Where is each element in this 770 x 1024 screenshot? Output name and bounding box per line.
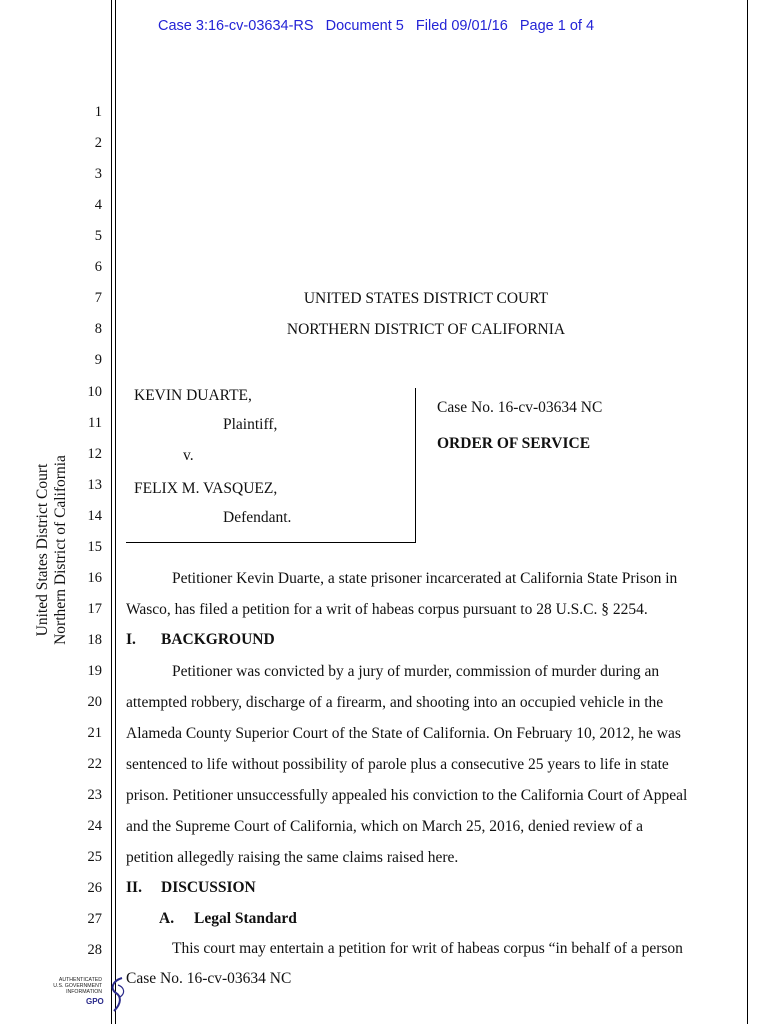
defendant-role: Defendant. [223,509,292,526]
caption-divider-horizontal [126,542,416,543]
case-number: Case No. 16-cv-03634 NC [437,399,603,416]
line-number: 23 [87,787,102,803]
filing-header-stamp: Case 3:16-cv-03634-RS Document 5 Filed 09/01/16 Page 1 of 4 [158,18,595,34]
background-line-3: Alameda County Superior Court of the State of California. On February 10, 2012, he was [126,725,681,742]
line-number: 18 [87,632,102,648]
line-number: 8 [94,321,102,337]
court-district: NORTHERN DISTRICT OF CALIFORNIA [286,321,566,338]
line-number: 17 [87,601,102,617]
line-number: 21 [87,725,102,741]
line-number: 12 [87,446,102,462]
line-number: 13 [87,477,102,493]
background-line-6: and the Supreme Court of California, which on March 25, 2016, denied review of a [126,818,643,835]
order-title: ORDER OF SERVICE [437,435,591,452]
background-line-1: Petitioner was convicted by a jury of murder, commission of murder during an [172,663,660,680]
right-margin-rule [747,0,748,1024]
line-number: 27 [87,911,102,927]
defendant-name: FELIX M. VASQUEZ, [134,480,278,497]
gpo-logo-line1: AUTHENTICATED [58,977,102,983]
left-margin-rule-inner [115,0,116,1024]
line-number: 15 [87,539,102,555]
left-margin-rule [111,0,112,1024]
line-number: 7 [94,290,102,306]
gpo-eagle-icon [104,975,128,1017]
gpo-logo-line2: U.S. GOVERNMENT [53,983,102,989]
plaintiff-role: Plaintiff, [223,416,278,433]
background-line-5: prison. Petitioner unsuccessfully appealed his conviction to the California Court of Appeal [126,787,688,804]
line-number: 5 [94,228,102,244]
background-line-4: sentenced to life without possibility of parole plus a consecutive 25 years to life in state [126,756,669,773]
line-number: 10 [87,384,102,400]
line-number: 22 [87,756,102,772]
side-court-caption [34,455,70,645]
subsection-a-number: A. [159,910,175,927]
intro-line-2: Wasco, has filed a petition for a writ of habeas corpus pursuant to 28 U.S.C. § 2254. [126,601,648,618]
section-2-number: II. [126,879,142,896]
versus: v. [183,447,194,464]
side-caption-line2: Northern District of California [52,455,69,645]
section-1-heading: BACKGROUND [161,631,275,648]
line-number: 1 [94,104,102,120]
gpo-mark: GPO [86,997,104,1006]
line-number: 4 [94,197,102,213]
line-number: 11 [88,415,102,431]
section-1-number: I. [126,631,136,648]
line-number: 9 [94,352,102,368]
subsection-a-heading: Legal Standard [194,910,297,927]
gpo-authentication-logo [46,975,126,1019]
gpo-logo-line3: INFORMATION [66,989,102,995]
line-number: 3 [94,166,102,182]
line-number: 20 [87,694,102,710]
line-number: 14 [87,508,102,524]
section-2-heading: DISCUSSION [161,879,256,896]
line-number: 19 [87,663,102,679]
line-number: 6 [94,259,102,275]
caption-divider-vertical [415,388,416,543]
legal-standard-line-1: This court may entertain a petition for writ of habeas corpus “in behalf of a person [172,940,683,957]
court-name: UNITED STATES DISTRICT COURT [303,290,549,307]
plaintiff-name: KEVIN DUARTE, [134,387,252,404]
line-number: 24 [87,818,102,834]
line-number: 16 [87,570,102,586]
background-line-2: attempted robbery, discharge of a firearm, and shooting into an occupied vehicle in the [126,694,664,711]
background-line-7: petition allegedly raising the same claims raised here. [126,849,459,866]
line-number: 25 [87,849,102,865]
footer-case-number: Case No. 16-cv-03634 NC [126,970,292,987]
intro-line-1: Petitioner Kevin Duarte, a state prisoner incarcerated at California State Prison in [172,570,678,587]
line-number: 26 [87,880,102,896]
line-number: 28 [87,942,102,958]
line-number: 2 [94,135,102,151]
side-caption-line1: United States District Court [34,463,51,637]
